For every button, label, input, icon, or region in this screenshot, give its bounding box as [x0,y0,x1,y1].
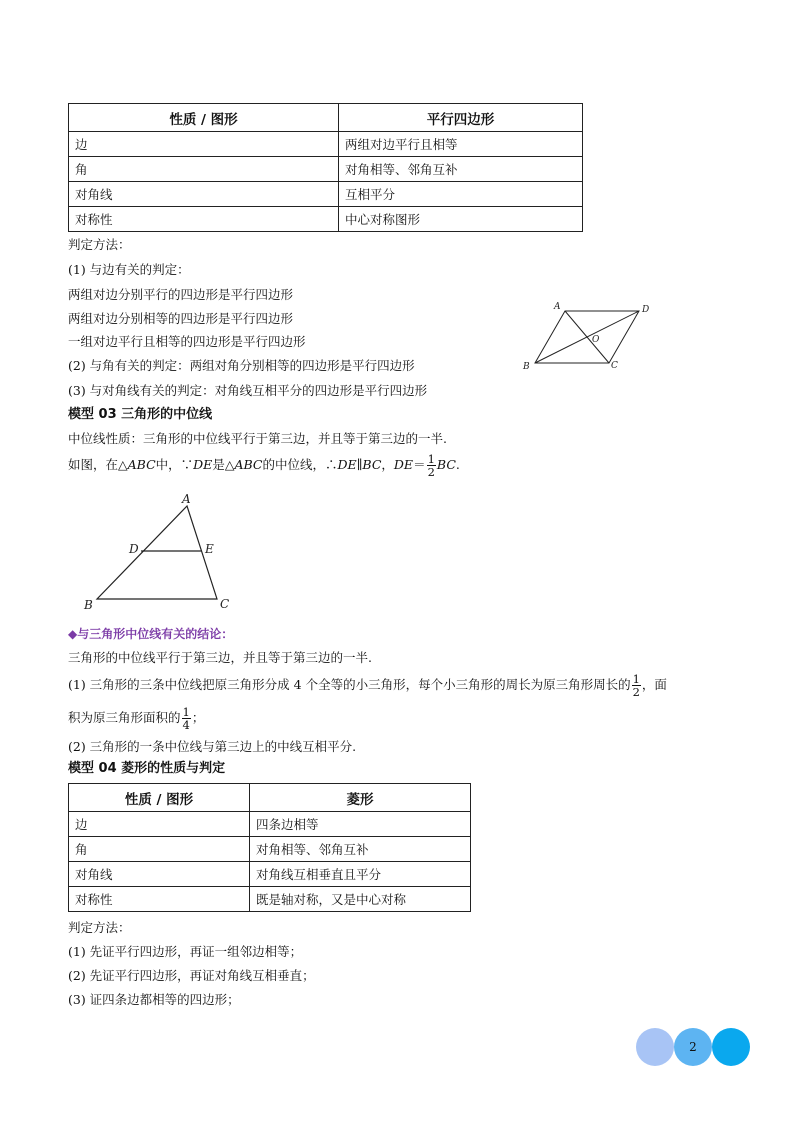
table-header-row [69,104,583,132]
method-title: 判定方法： [68,237,131,252]
table-header-row [69,784,471,812]
conclusion-line [68,670,667,700]
footer-circle-left [636,1028,674,1066]
example-text: 是△ [212,457,235,472]
parallelogram-figure [518,296,658,376]
example-math: ABC [127,457,156,472]
model03-example [68,452,460,478]
table-row [69,812,471,837]
conclusion-text: ，面 [641,677,667,692]
table-cell: 对角线互相垂直且平分 [250,862,471,887]
rhombus-method-item: (2) 先证平行四边形，再证对角线互相垂直； [68,968,315,983]
table-header-cell: 性质 / 图形 [69,784,250,812]
method-item: 两组对边分别平行的四边形是平行四边形 [68,287,294,302]
table-row [69,132,583,157]
method-item: (2) 与角有关的判定：两组对角分别相等的四边形是平行四边形 [68,358,415,373]
table-header-cell: 菱形 [250,784,471,812]
fraction-half: $\frac{1}{2}$ [632,672,640,699]
table-cell: 对称性 [69,887,250,912]
conclusions-title: ◆与三角形中位线有关的结论： [68,627,234,641]
table-cell: 两组对边平行且相等 [339,132,583,157]
conclusion-line [68,703,204,733]
table-row [69,207,583,232]
table-row [69,887,471,912]
table-cell: 边 [69,132,339,157]
conclusion-line: (2) 三角形的一条中位线与第三边上的中线互相平分. [68,739,357,754]
table-cell: 对角线 [69,862,250,887]
table-cell: 对称性 [69,207,339,232]
method-item: (3) 与对角线有关的判定：对角线互相平分的四边形是平行四边形 [68,383,428,398]
table-header-cell: 平行四边形 [339,104,583,132]
table-row [69,837,471,862]
method-item: 一组对边平行且相等的四边形是平行四边形 [68,334,306,349]
example-math: DE [193,457,213,472]
conclusion-line: 三角形的中位线平行于第三边，并且等于第三边的一半. [68,650,372,665]
table-row [69,182,583,207]
conclusion-text: ； [191,710,205,725]
diagonal-bd [535,311,639,363]
rhombus-table [68,783,471,912]
table-header-cell: 性质 / 图形 [69,104,339,132]
table-cell: 角 [69,837,250,862]
example-text: 中，∵ [155,457,194,472]
table-cell: 边 [69,812,250,837]
table-cell: 既是轴对称，又是中心对称 [250,887,471,912]
fraction-half: $\frac{1}{2}$ [427,452,435,479]
vertex-label-a: A [182,492,191,506]
model03-title: 模型 03 三角形的中位线 [68,407,213,422]
example-text: 如图，在△ [68,457,128,472]
example-text: . [455,457,460,472]
rhombus-method-item: (1) 先证平行四边形，再证一组邻边相等； [68,944,303,959]
table-cell: 四条边相等 [250,812,471,837]
example-text: ＝ [413,457,426,472]
triangle-figure [80,490,240,615]
example-math: BC [362,457,382,472]
table-row [69,862,471,887]
example-math: DE [337,457,357,472]
example-math: ABC [234,457,263,472]
example-text: 的中位线，∴ [262,457,338,472]
fraction-quarter: $\frac{1}{4}$ [182,705,190,732]
table-cell: 对角相等、邻角互补 [339,157,583,182]
example-text: ∥ [356,457,363,472]
example-math: BC [436,457,456,472]
vertex-label-c: C [220,597,230,611]
method-item: (1) 与边有关的判定： [68,262,190,277]
vertex-label-b: B [523,362,530,372]
vertex-label-d: D [129,542,139,556]
page-number: 2 [689,1040,697,1054]
table-row [69,157,583,182]
parallelogram-table [68,103,583,232]
vertex-label-d: D [642,305,650,315]
vertex-label-e: E [205,542,214,556]
rhombus-method-item: (3) 证四条边都相等的四边形； [68,992,240,1007]
vertex-label-c: C [611,361,618,371]
footer-circle-right [712,1028,750,1066]
model03-property: 中位线性质：三角形的中位线平行于第三边，并且等于第三边的一半. [68,431,447,446]
table-cell: 中心对称图形 [339,207,583,232]
example-math: DE [393,457,414,472]
vertex-label-a: A [554,302,561,312]
method-item: 两组对边分别相等的四边形是平行四边形 [68,311,294,326]
table-cell: 对角线 [69,182,339,207]
table-cell: 对角相等、邻角互补 [250,837,471,862]
vertex-label-b: B [84,598,93,612]
table-cell: 角 [69,157,339,182]
model04-title: 模型 04 菱形的性质与判定 [68,761,226,776]
triangle-shape [97,506,217,599]
example-text: ， [381,457,394,472]
rhombus-method-title: 判定方法： [68,920,131,935]
conclusion-text: (1) 三角形的三条中位线把原三角形分成 4 个全等的小三角形，每个小三角形的周长为原三角形周长的 [68,677,631,692]
table-cell: 互相平分 [339,182,583,207]
center-label-o: O [592,335,600,345]
conclusion-text: 积为原三角形面积的 [68,710,181,725]
